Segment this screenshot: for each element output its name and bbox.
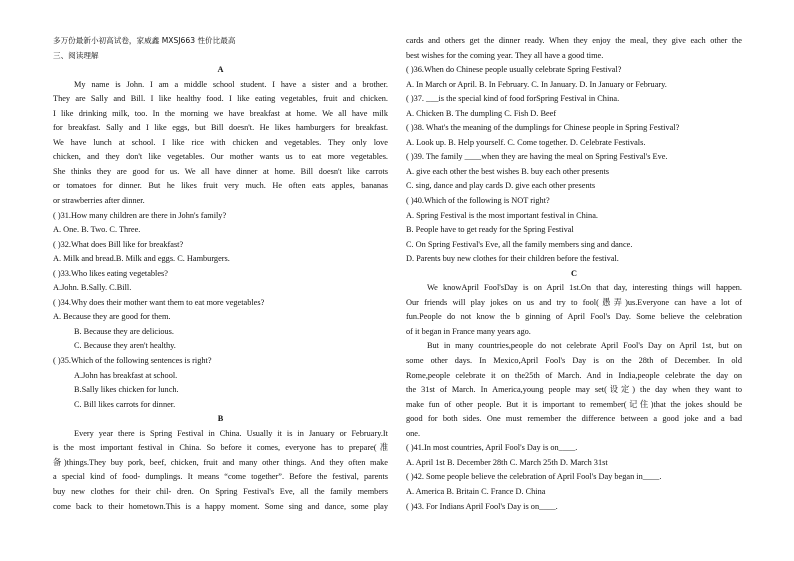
text-line: some other days. In Mexico,April Fool's Day is on the 28th of December. In old <box>406 356 742 366</box>
text-line: or strawberries after dinner. <box>53 196 145 206</box>
passage-heading: B <box>217 414 224 424</box>
text-line: ( )43. For Indians April Fool's Day is on____. <box>406 501 558 511</box>
text-line: A. Spring Festival is the most important festival in China. <box>406 210 598 220</box>
text-line: 备)things.They buy pork, beef, chicken, fruit and many other things. And they often make <box>53 457 388 467</box>
text-line: good for both sides. One must remember the difference between a good joke and a bad <box>406 414 742 424</box>
text-line: fun.People do not know the b ginning of April Fool's Day. Some believe the celebration <box>406 312 742 322</box>
text-line: B.Sally likes chicken for lunch. <box>74 385 179 395</box>
left-column <box>53 34 388 514</box>
text-line: ( )37. ___is the special kind of food forSpring Festival in China. <box>406 94 620 104</box>
right-column <box>406 34 742 514</box>
text-line: ( )38. What's the meaning of the dumplings for Chinese people in Spring Festival? <box>406 123 680 133</box>
text-line: We have lunch at school. I like rice with chicken and vegetables. They only love <box>53 137 388 147</box>
text-line: Our friends will play jokes on us and try to fool(愚弄)us.Everyone can have a lot of <box>406 297 742 307</box>
text-line: A. Milk and bread.B. Milk and eggs. C. Hamburgers. <box>53 254 230 264</box>
header-ad-line: 多万份最新小初高试卷，家威鑫 MXSJ663 性价比最高 <box>53 36 236 45</box>
text-line: A. give each other the best wishes B. buy each other presents <box>406 166 609 176</box>
text-line: A. America B. Britain C. France D. China <box>406 486 546 496</box>
text-line: A.John has breakfast at school. <box>74 370 178 380</box>
section-title: 三、阅读理解 <box>53 50 99 60</box>
text-line: They are Sally and Bill. I like healthy food. I like eating vegetables, fruit and chicken. <box>53 94 388 104</box>
text-line: cards and others get the dinner ready. When they enjoy the meal, they give each other the <box>406 36 742 45</box>
text-line: the 31st of March. In America,young people may set(设定) the day when they want to <box>406 385 742 395</box>
text-line: ( )34.Why does their mother want them to eat more vegetables? <box>53 297 265 307</box>
text-line: C. sing, dance and play cards D. give each other presents <box>406 181 596 191</box>
text-line: ( )40.Which of the following is NOT right? <box>406 196 550 206</box>
text-line: We knowApril Fool'sDay is on April 1st.On that day, interesting things will happen. <box>427 283 742 293</box>
text-line: one. <box>406 428 421 438</box>
text-line: A. Because they are good for them. <box>53 312 171 322</box>
left-column-body <box>53 63 388 514</box>
text-line: ( )36.When do Chinese people usually celebrate Spring Festival? <box>406 65 622 75</box>
passage-heading: C <box>571 268 577 278</box>
text-line: Every year there is Spring Festival in China. Usually it is in January or February.It <box>74 428 388 438</box>
text-line: ( )35.Which of the following sentences is right? <box>53 356 212 366</box>
text-line: Rome,people celebrate it on the25th of March. And in India,people celebrate the day on <box>406 370 742 380</box>
text-line: B. Because they are delicious. <box>74 326 174 336</box>
text-line: C. Bill likes carrots for dinner. <box>74 399 176 409</box>
text-line: C. Because they aren't healthy. <box>74 341 176 351</box>
text-line: ( )42. Some people believe the celebration of April Fool's Day began in____. <box>406 472 662 482</box>
text-line: come back to their hometown.This is a happy moment. Some sing and dance, some play <box>53 501 388 511</box>
text-line: A. In March or April. B. In February. C. In January. D. In January or February. <box>406 79 667 89</box>
text-line: is the most important festival in China. So before it comes, everyone has to prepare(准 <box>53 443 388 453</box>
text-line: A. Chicken B. The dumpling C. Fish D. Beef <box>406 108 557 118</box>
text-line: A. One. B. Two. C. Three. <box>53 225 141 235</box>
text-line: for breakfast. Sally and I like eggs, but Bill doesn't. He likes hamburgers for breakfast. <box>53 123 388 133</box>
text-line: She thinks they are good for us. We all have dinner at home. Bill doesn't like carrots <box>53 166 388 176</box>
text-line: But in many countries,people do not celebrate April Fool's Day on April 1st, but on <box>427 341 742 351</box>
text-line: or tomatoes for dinner. But he likes fruit very much. He often eats apples, bananas <box>53 181 388 191</box>
text-line: a special kind of food- dumplings. It means “come together”. Before the festival, parents <box>53 472 388 482</box>
text-line: C. On Spring Festival's Eve, all the family members sing and dance. <box>406 239 633 249</box>
text-line: buy new clothes for their chil- dren. On Spring Festival's Eve, all the family members <box>53 486 388 496</box>
text-line: My name is John. I am a middle school student. I have a sister and a brother. <box>74 79 388 89</box>
text-line: make fun of other people. But it is important to remember(记住)that the jokes should be <box>406 399 742 409</box>
text-line: A.John. B.Sally. C.Bill. <box>53 283 132 293</box>
text-line: best wishes for the coming year. They all have a good time. <box>406 50 604 60</box>
text-line: ( )32.What does Bill like for breakfast? <box>53 239 184 249</box>
text-line: A. April 1st B. December 28th C. March 25th D. March 31st <box>406 457 608 467</box>
text-line: ( )41.In most countries, April Fool's Day is on____. <box>406 443 578 453</box>
text-line: A. Look up. B. Help yourself. C. Come together. D. Celebrate Festivals. <box>406 137 646 147</box>
passage-heading: A <box>217 65 224 75</box>
text-line: of it began in France many years ago. <box>406 326 531 336</box>
text-line: B. People have to get ready for the Spring Festival <box>406 225 574 235</box>
text-line: ( )39. The family ____when they are having the meal on Spring Festival's Eve. <box>406 152 668 162</box>
text-line: ( )33.Who likes eating vegetables? <box>53 268 168 278</box>
text-line: I like drinking milk, too. In the morning we have breakfast at home. We all have milk <box>53 108 388 118</box>
text-line: chicken, and they don't like vegetables. Our mother wants us to eat more vegetables. <box>53 152 388 162</box>
right-column-body <box>406 34 742 514</box>
text-line: D. Parents buy new clothes for their children before the festival. <box>406 254 619 264</box>
text-line: ( )31.How many children are there in John's family? <box>53 210 227 220</box>
